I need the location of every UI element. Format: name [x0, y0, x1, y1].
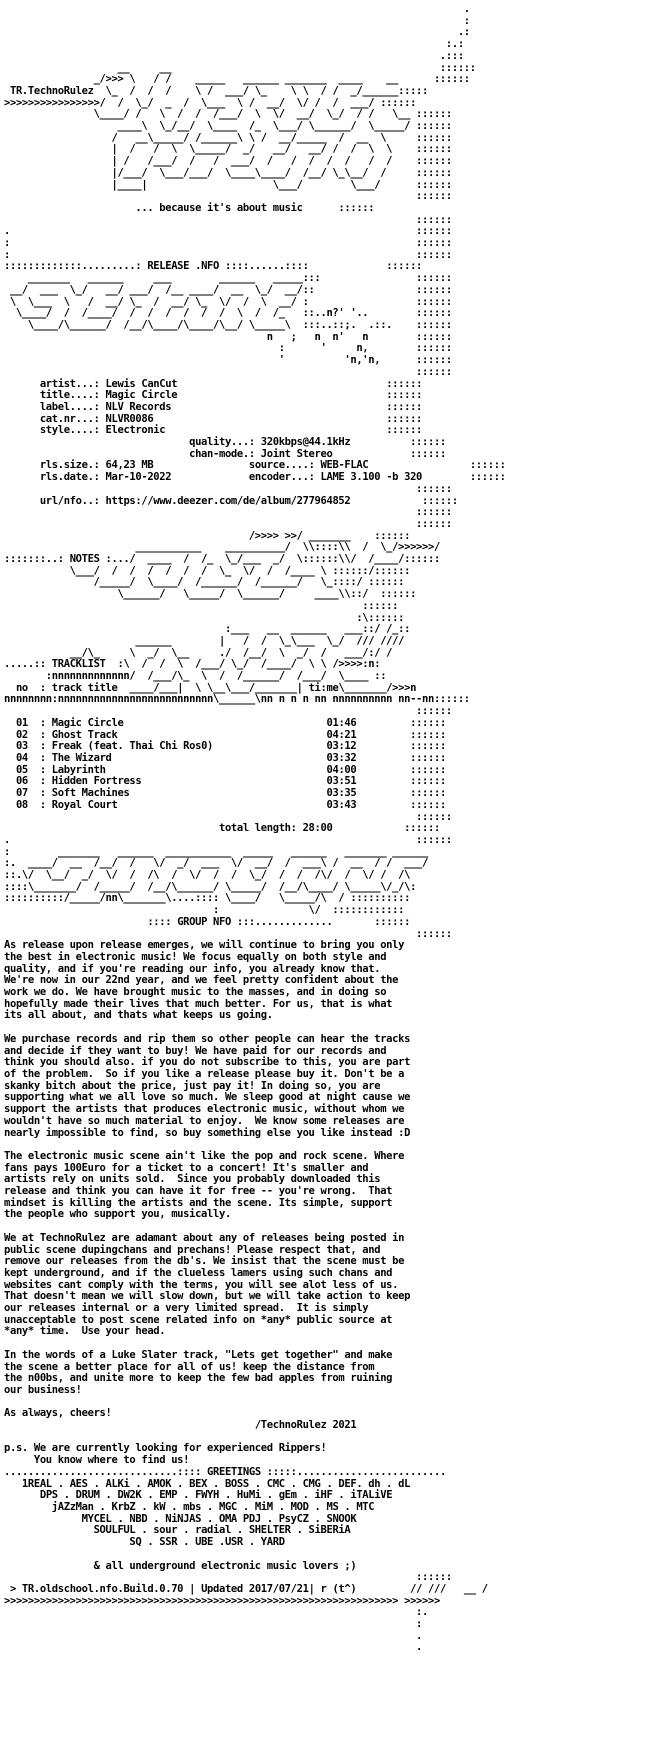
tracklist-header-time: ti:me: [308, 681, 339, 694]
notes-title: NOTES: [69, 553, 100, 566]
closing-signature: /TechnoRulez 2021: [254, 1419, 357, 1432]
footer-updated: Updated 2017/07/21: [201, 1582, 309, 1595]
track-title: Hidden Fortress: [51, 775, 142, 788]
track-row: 08 : Royal Court 03:43: [15, 798, 357, 811]
nfo-document: . : .: :.: .::: __ __ :::::: _/>>> \ / / _____ ______ _______ ____ __ :::::: TR.TechnoRulez \_ / / / \ / ___/ \_ \ \ / / _/______::::: >>>>>>>>>>>>>>>>/ / \_/ _ / \___ \ / __/ \/ / / ___/ :::::: \____/ / \ / / /___/ \ \/ __/ \_/ / / \__ :::::: ____\ \_/__/ \____ /_ \___/ \______/ \_____/ :::::: / __\_____/ /______\ \ / __/_____ / __ \ :::::: | / / \ \_____/ _/ __/ __/ / / \ \ :::::: | / /___/ / / ___/ / / / / / / / :::::: |/___/ \___/___/ \____\____/ /__/ \_\__/ / :::::: |____| \___/ \___/ :::::: :::::: ... because it's about music :::::: :::::: . :::::: : :::::: : :::::: :::::::::::::.........: RELEASE .NFO ::::......:::: :::::: _______ ______ ___ ______ _____::: :::::: __/ ___ \_/ __/ ___/ /__ ____/ __ \_/ __/:: :::::: \ \___ \ / __/ \_ / __/ \_ \/ / \ __/ : :::::: \____/ / /____/ / / / / / / \ / /_ ::..n?' '.. :::::: \____/\______/ /__/\____/\____/\__/ \_____\ :::..::;. .::. :::::: n ; n n' n :::::: : ' n, :::::: ' 'n,'n, :::::: :::::: artist...: Lewis CanCut :::::: title....: Magic Circle :::::: label....: NLV Records :::::: cat.nr...: NLVR0086 :::::: style....: Electronic :::::: quality...: 320kbps@44.1kHz :::::: chan-mode.: Joint Stereo :::::: rls.size.: 64,23 MB source....: WEB-FLAC :::::: rls.date.: Mar-10-2022 encoder...: LAME 3.100 -b 320 :::::: :::::: url/nfo..: https://www.deezer.com/de/album/277964852 :::::: :::::: :::::: />>>> >>/ _______ :::::: ___________ __________/ \\::::\\ / \_/>>>>>>/ :::::::..: NOTES :.../ ____ / /_ \_/___ _/ \::::::\\/ /____/:::::: \___/ / / / / / / \_ \/ / /____ \ ::::::/:::::: /_____/ \____/ /______/ /______/ \_::::/ :::::: \______/ \_____/ \______/ ____\\::/ :::::: :::::: :\:::::: :___ __ ______ ___::/ /_:: ______ | / / \_\___ \_/ /// //// __/\_ \ _/ \__ ./ /__/ \ _/ / ___/:/ / .....:: TRACKLIST :\ / / \ /___/ \_/ /____/ \ \ />>>>:n: :nnnnnnnnnnnnn/ /___/\_ \ / /______/ /___/ \____ :: no : track title ____/___| \ \__\___/_______| ti:me\_______/>>>n nnnnnnnn:nnnnnnnnnnnnnnnnnnnnnnnnnn\______\nn n n n nn nnnnnnnnnn nn--nn:::::: :::::: 01 : Magic Circle 01:46 :::::: 02 : Ghost Track 04:21 :::::: 03 : Freak (feat. Thai Chi Ros0) 03:12 :::::: 04 : The Wizard 03:32 :::::: 05 : Labyrinth 04:00 :::::: 06 : Hidden Fortress 03:51 :::::: 07 : Soft Machines 03:35 :::::: 08 : Royal Court 03:43 :::::: :::::: total length: 28:00 :::::: . :::::: : _______ ______ ___________ _____ ______ _______ ______ :. ____/ __ /__/ / \/ _/ ___ \/ __/ / ___\ / __ / / ___/ ::.\/ \__/ _/ \/ / /\ / \/ / / \_/ / / /\/ / \/ / /\ ::::\_______/ /_____/ /__/\______/ \_____/ /__/\____/ \_____\/_/\: ::::::::::/_____/nn\_______\....:::: \____/ \_____/\ / :::::::::: : \/ :::::::::::: :::: GROUP NFO :::............. :::::: :::::: As release upon release emerges, we will continue to bring you only the best in electronic music! We focus equally on both style and quality, and if you're reading our info, you already know that. We're now in our 22nd year, and we feel pretty confident about the work we do. We have brought music to the masses, and in doing so hopefully made their lives that much better. For us, that is what its all about, and thats what keeps us going. We purchase records and rip them so other people can hear the tracks and decide if they want to buy! We have paid for our records and think you should also. if you do not subscribe to this, you are part of the problem. So if you like a release please buy it. Don't be a skanky bitch about the price, just pay it! In doing so, you are supporting what we all love so much. We sleep good at night cause we support the artists that produces electronic music, without whom we wouldn't have so much material to enjoy. We know some releases are nearly impossible to find, so buy something else you like instead :D The electronic music scene ain't like the pop and rock scene. Where fans pays 100Euro for a ticket to a concert! It's smaller and artists rely on units sold. Since you probably downloaded this release and think you can have it for free -- you're wrong. That mindset is killing the artists and the scene. Its simple, support the people who support you, musically. We at TechnoRulez are adamant about any of releases being posted in public scene dupingchans and prechans! Please respect that, and remove our releases from the db's. We insist that the scene must be kept underground, and if the clueless lamers using such chans and websites cant comply with the terms, you will see alot less of us. That doesn't mean we will slow down, but we will take action to keep our releases internal or a very limited spread. It is simply unacceptable to post scene related info on *any* public source at *any* time. Use your head. In the words of a Luke Slater track, "Lets get together" and make the scene a better place for all of us! keep the distance from the n00bs, and unite more to keep the few bad apples from ruining our business! As always, cheers! /TechnoRulez 2021 p.s. We are currently looking for experienced Rippers! You know where to find us! .............................:::: GREETINGS :::::......................... 1REAL . AES . ALKi . AMOK . BEX . BOSS . CMC . CMG . DEF. dh . dL DPS . DRUM . DW2K . EMP . FWYH . HuMi . gEm . iHF . iTALiVE jAZzMan . KrbZ . kW . mbs . MGC . MiM . MOD . MS . MTC MYCEL . NBD . NiNJAS . OMA PDJ . PsyCZ . SNOOK SOULFUL . sour . radial . SHELTER . SiBERiA SQ . SSR . UBE .USR . YARD & all underground electronic music lovers ;) :::::: > TR.oldschool.nfo.Build.0.70 | Updated 2017/07/21| r (t^) // /// __ / >>>>>>>>>>>>>>>>>>>>>>>>>>>>>>>>>>>>>>>>>>>>>>>>>>>>>>>>>>>>>>>>>> >>>>>> :. : . .: [4, 4, 506, 1654]
tracklist-header-title: track title: [51, 681, 118, 694]
track-number: 02: [15, 728, 28, 741]
closing-ps: p.s. We are currently looking for experienced Rippers! You know where to find us!: [4, 1442, 327, 1467]
track-number: 06: [15, 775, 28, 788]
track-title: Ghost Track: [51, 728, 118, 741]
track-time: 03:32: [326, 752, 357, 764]
track-time: 04:00: [326, 763, 357, 776]
greetings-line: SQ . SSR . UBE .USR . YARD: [129, 1536, 285, 1549]
greetings-title: GREETINGS: [207, 1465, 261, 1478]
track-number: 08: [15, 798, 28, 811]
track-time: 03:35: [326, 787, 357, 800]
track-title: Royal Court: [51, 798, 118, 811]
artist-value: Lewis CanCut: [105, 377, 178, 390]
group-paragraph-5: In the words of a Luke Slater track, "Lets get together" and make the scene a better place for all of us! keep the distance from the n00bs, and unite more to keep the few bad apples from ruining our business!: [4, 1348, 393, 1396]
release-date-value: Mar-10-2022: [105, 471, 172, 484]
release-size-value: 64,23 MB: [105, 459, 154, 472]
track-title: Freak (feat. Thai Chi Ros0): [51, 740, 214, 753]
style-value: Electronic: [105, 424, 166, 437]
closing-cheers: As always, cheers!: [4, 1407, 112, 1420]
track-number: 03: [15, 740, 28, 753]
greetings-closing: & all underground electronic music lovers ;): [93, 1559, 357, 1572]
quality-value: 320kbps@44.1kHz: [260, 436, 351, 449]
track-time: 03:12: [326, 740, 357, 753]
track-time: 04:21: [326, 728, 357, 741]
tracklist-title: TRACKLIST: [51, 658, 106, 671]
group-paragraph-4: We at TechnoRulez are adamant about any of releases being posted in public scene dupingchans and prechans! Please respect that, and remove our releases from the db's. We insist that the scene must be kept underground, and if the clueless lamers using such chans and websites cant comply with the terms, you will see alot less of us. That doesn't mean we will slow down, but we will take action to keep our releases internal or a very limited spread. It is simply unacceptable to post scene related info on *any* public source at *any* time. Use your head.: [4, 1231, 411, 1338]
footer-build: TR.oldschool.nfo.Build.0.70: [21, 1582, 184, 1595]
greetings-line: jAZzMan . KrbZ . kW . mbs . MGC . MiM . MOD . MS . MTC: [51, 1501, 375, 1513]
catalog-number-value: NLVR0086: [105, 412, 154, 425]
title-value: Magic Circle: [105, 389, 178, 402]
track-number: 05: [15, 763, 28, 776]
url-value: https://www.deezer.com/de/album/277964852: [105, 494, 351, 507]
track-title: Labyrinth: [51, 763, 106, 776]
encoder-value: LAME 3.100 -b 320: [320, 471, 423, 484]
track-row: 07 : Soft Machines 03:35: [15, 787, 357, 800]
track-time: 03:51: [326, 775, 357, 788]
track-number: 07: [15, 787, 28, 800]
source-value: WEB-FLAC: [320, 459, 369, 472]
total-length-value: 28:00: [302, 822, 333, 835]
track-row: 01 : Magic Circle 01:46: [15, 716, 357, 729]
group-paragraph-1: As release upon release emerges, we will continue to bring you only the best in electronic music! We focus equally on both style and quality, and if you're reading our info, you already know that. We're now in our 22nd year, and we feel pretty confident about the work we do. We have brought music to the masses, and in doing so hopefully made their lives that much better. For us, that is what its all about, and thats what keeps us going.: [4, 939, 405, 1022]
track-title: Magic Circle: [51, 716, 124, 729]
track-title: Soft Machines: [51, 787, 130, 800]
group-paragraph-2: We purchase records and rip them so other people can hear the tracks and decide if they want to buy! We have paid for our records and think you should also. if you do not subscribe to this, you are part of the problem. So if you like a release please buy it. Don't be a skanky bitch about the price, just pay it! In doing so, you are supporting what we all love so much. We sleep good at night cause we support the artists that produces electronic music, without whom we wouldn't have so much material to enjoy. We know some releases are nearly impossible to find, so buy something else you like instead :D: [4, 1032, 411, 1139]
track-number: 04: [15, 752, 28, 764]
track-row: 05 : Labyrinth 04:00: [15, 763, 357, 776]
track-row: 02 : Ghost Track 04:21: [15, 728, 357, 741]
label-value: NLV Records: [105, 400, 172, 413]
group-nfo-title: GROUP NFO: [177, 915, 231, 928]
greetings-line: SOULFUL . sour . radial . SHELTER . SiBERiA: [93, 1524, 351, 1537]
group-paragraph-3: The electronic music scene ain't like the pop and rock scene. Where fans pays 100Euro for a ticket to a concert! It's smaller and artists rely on units sold. Since you probably downloaded this release and think you can have it for free -- you're wrong. That mindset is killing the artists and the scene. Its simple, support the people who support you, musically.: [4, 1149, 405, 1221]
greetings-line: DPS . DRUM . DW2K . EMP . FWYH . HuMi . gEm . iHF . iTALiVE: [39, 1489, 393, 1502]
track-title: The Wizard: [51, 752, 112, 764]
group-tag: TR.TechnoRulez: [9, 84, 94, 97]
track-time: 03:43: [326, 798, 357, 811]
track-number: 01: [15, 716, 28, 729]
track-row: 04 : The Wizard 03:32: [15, 752, 357, 764]
greetings-line: MYCEL . NBD . NiNJAS . OMA PDJ . PsyCZ . SNOOK: [81, 1512, 357, 1525]
chan-mode-value: Joint Stereo: [260, 447, 333, 460]
track-row: 06 : Hidden Fortress 03:51: [15, 775, 357, 788]
greetings-line: 1REAL . AES . ALKi . AMOK . BEX . BOSS . CMC . CMG . DEF. dh . dL: [21, 1477, 411, 1490]
tracklist-header-no: no: [15, 681, 28, 694]
tagline: ... because it's about music: [135, 201, 303, 214]
release-nfo-title: RELEASE .NFO: [147, 260, 219, 273]
track-row: 03 : Freak (feat. Thai Chi Ros0) 03:12: [15, 740, 357, 753]
track-time: 01:46: [326, 716, 357, 729]
